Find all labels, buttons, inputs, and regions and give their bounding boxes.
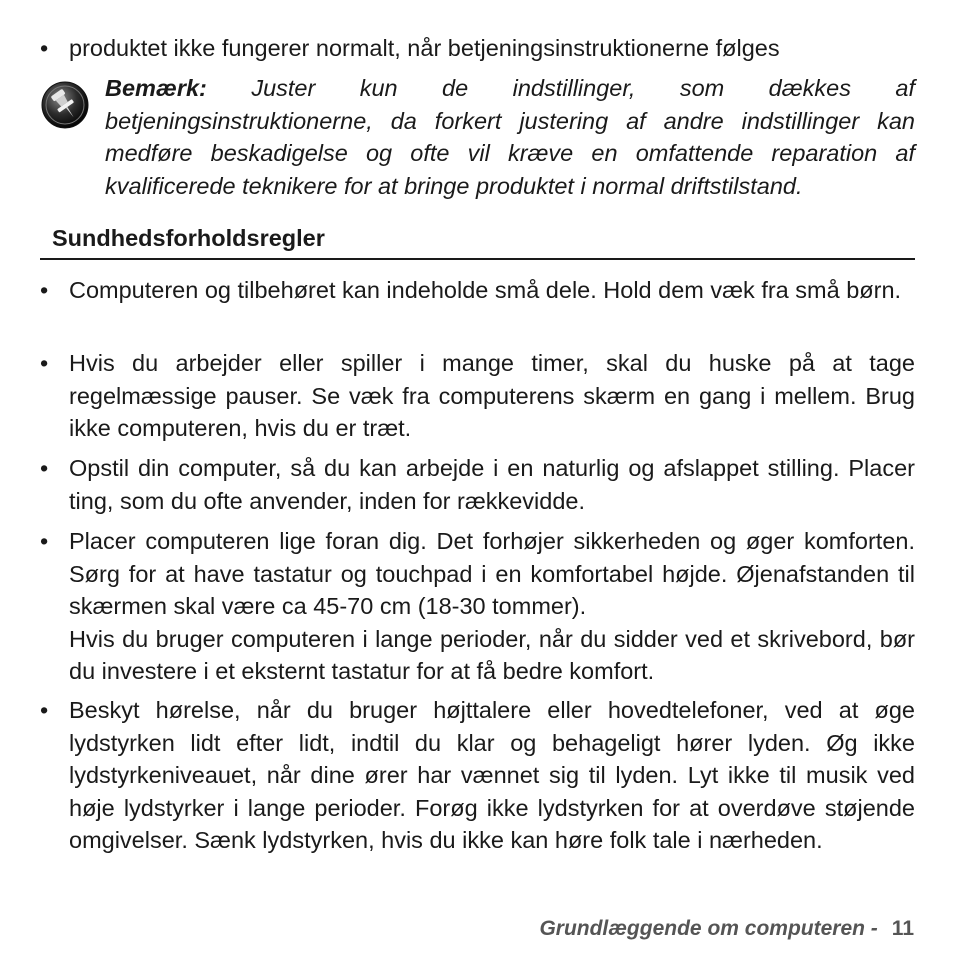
paragraph: Placer computeren lige foran dig. Det forhøjer sikkerheden og øger komforten. Sørg for at have tastatur og touchpad i en komfortabel højde. Øjenafstanden til skærmen skal være ca 45-70 cm (18-30 tommer). [69, 528, 915, 619]
bullet-glyph: • [40, 350, 49, 376]
list-item-text [69, 347, 915, 445]
paragraph: Hvis du bruger computeren i lange perioder, når du sidder ved et skrivebord, bør du investere i et eksternt tastatur for at få bedre komfort. [69, 625, 915, 684]
bullet-glyph: • [40, 277, 49, 303]
bullet-glyph: • [40, 455, 49, 481]
bullet-glyph: • [40, 35, 49, 61]
section-heading: Sundhedsforholdsregler [52, 225, 325, 251]
paragraph: Computeren og tilbehøret kan indeholde små dele. Hold dem væk fra små børn. [69, 277, 902, 303]
section-divider [40, 258, 915, 260]
list-item-text [69, 525, 915, 688]
list-item-text [69, 694, 915, 857]
list-item [40, 694, 915, 857]
paragraph: Hvis du arbejder eller spiller i mange timer, skal du huske på at tage regelmæssige pauser. Se væk fra computerens skærm en gang i mellem. Brug ikke computeren, hvis du er træt. [69, 350, 915, 441]
list-item-text [69, 452, 915, 517]
note-label: Bemærk: [105, 75, 207, 101]
note-text [105, 72, 915, 202]
bullet-glyph: • [40, 697, 49, 723]
list-item [40, 525, 915, 688]
note-body: Juster kun de indstillinger, som dækkes af betjeningsinstruktionerne, da forkert justering af andre indstillinger kan medføre beskadigelse og ofte vil kræve en omfattende reparation af kvalificerede teknikere for at bringe produktet i normal driftstilstand. [105, 75, 916, 199]
page-number: 11 [891, 917, 914, 940]
paragraph: Opstil din computer, så du kan arbejde i en naturlig og afslappet stilling. Placer ting, som du ofte anvender, inden for rækkevidde. [69, 455, 915, 514]
footer-chapter-title: Grundlæggende om computeren - [539, 917, 878, 940]
note-callout [40, 72, 915, 202]
list-item [40, 274, 915, 307]
page-footer [539, 914, 914, 944]
list-item-text: produktet ikke fungerer normalt, når betjeningsinstruktionerne følges [69, 35, 780, 61]
paragraph: Beskyt hørelse, når du bruger højttalere eller hovedtelefoner, ved at øge lydstyrken lidt efter lidt, indtil du klar og behageligt hører lyden. Øg ikke lydstyrkeniveauet, når dine ører har vænnet sig til lyden. Lyt ikke til musik ved høje lydstyrker i lange perioder. Forøg ikke lydstyrken for at overdøve støjende omgivelser. Sænk lydstyrken, hvis du ikke kan høre folk tale i nærheden. [69, 697, 915, 853]
list-item [40, 347, 915, 445]
pushpin-note-icon [40, 80, 90, 130]
list-item-top [40, 32, 915, 65]
list-item-text [69, 274, 915, 307]
bullet-glyph: • [40, 528, 49, 554]
list-item [40, 452, 915, 517]
